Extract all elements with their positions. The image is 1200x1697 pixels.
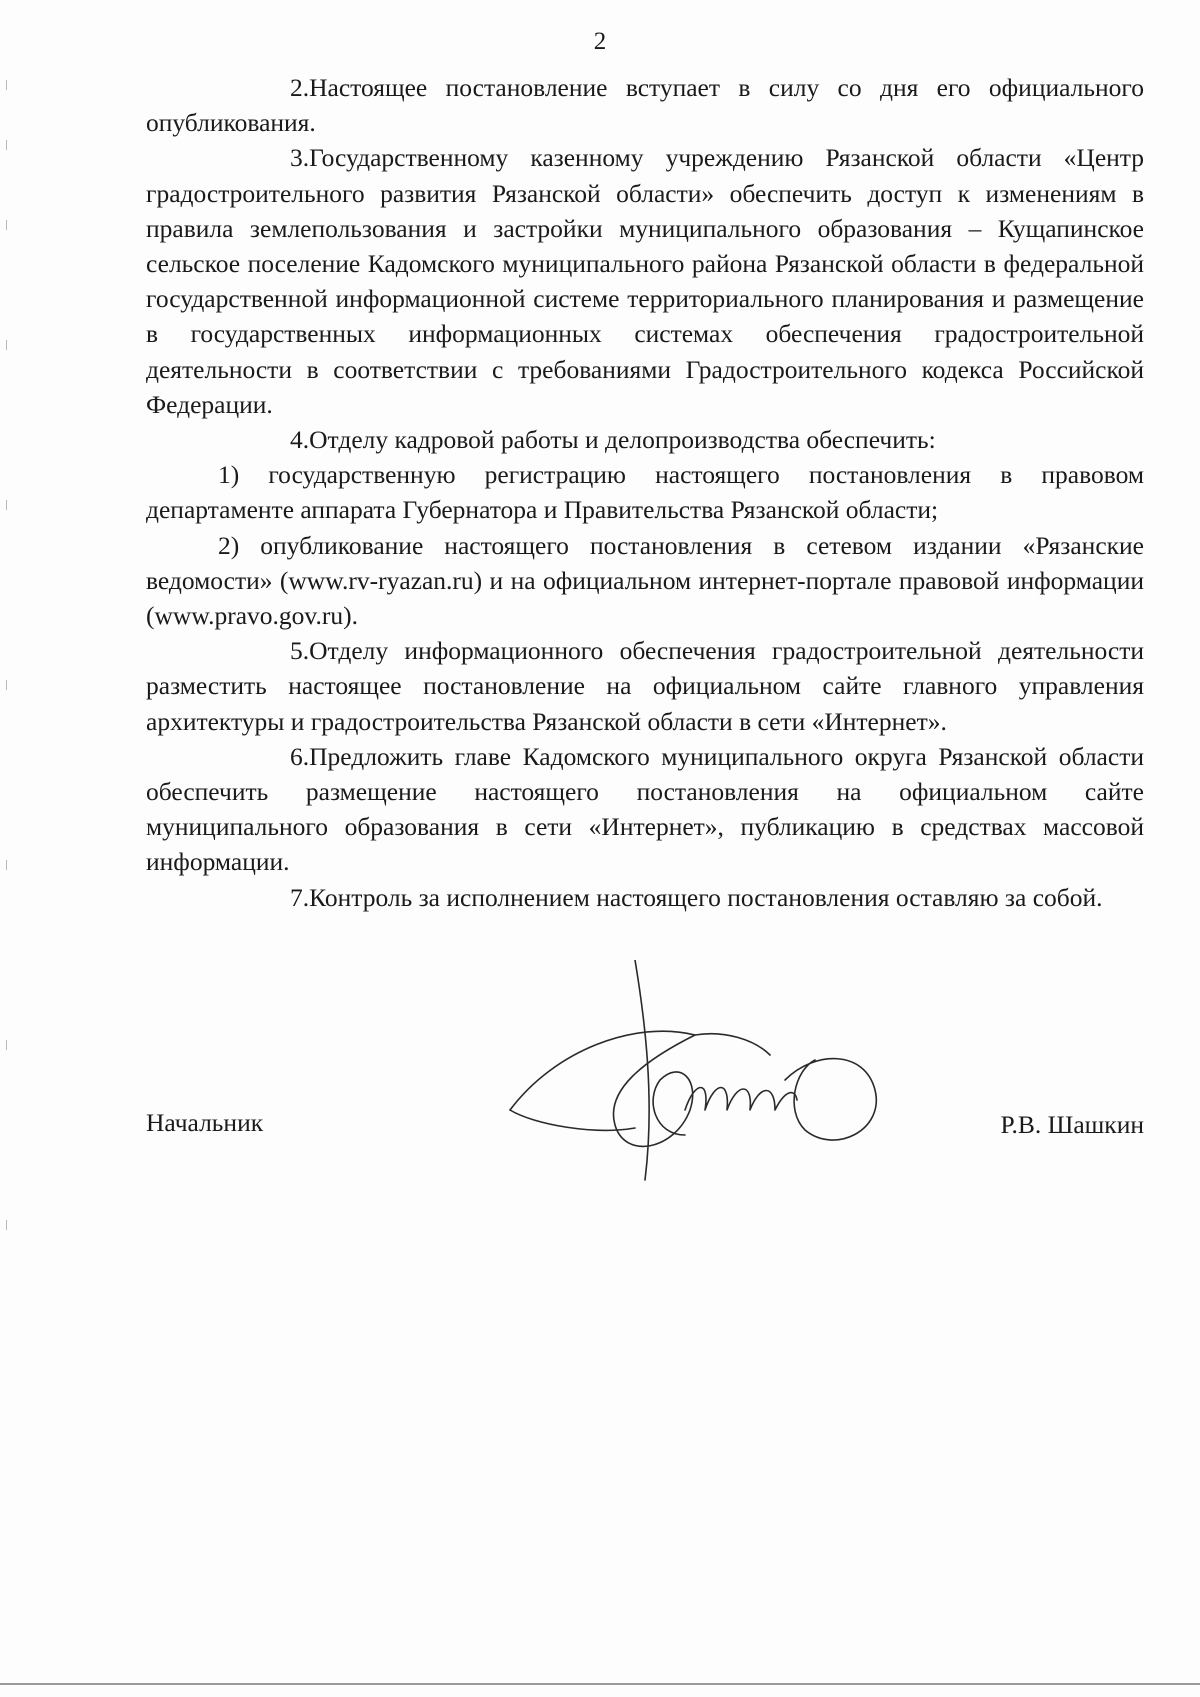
paragraph-number: 6.	[290, 741, 310, 771]
paragraph-text: Настоящее постановление вступает в силу со дня его официального опубликования.	[146, 73, 1144, 138]
paragraph-text: 1) государственную регистрацию настоящего постановления в правовом департаменте аппарата Губернатора и Правительства Рязанской области;	[146, 460, 1144, 525]
paragraph-text: Государственному казенному учреждению Рязанской области «Центр градостроительного развития Рязанской области» обеспечить доступ к изменениям в правила землепользования и застройки муниципального образования – Кущапинское сельское поселение Кадомского муниципального района Рязанской области в федеральной государственной информационной системе территориального планирования и размещение в государственных информационных системах обеспечения градостроительной деятельности в соответствии с требованиями Градостроительного кодекса Российской Федерации.	[146, 143, 1144, 419]
paragraph-3	[146, 140, 1144, 422]
paragraph-text: 2) опубликование настоящего постановления в сетевом издании «Рязанские ведомости» (www.rv-ryazan.ru) и на официальном интернет-портале правовой информации (www.pravo.gov.ru).	[146, 530, 1144, 631]
paragraph-4	[146, 422, 1144, 457]
document-body	[146, 70, 1144, 915]
paragraph-number: 2.	[290, 73, 310, 102]
paragraph-number: 5.	[290, 636, 310, 666]
signer-title: Начальник	[146, 1108, 264, 1137]
signature-block	[146, 1108, 1144, 1148]
handwritten-signature	[495, 960, 915, 1200]
paragraph-2	[146, 70, 1144, 140]
paragraph-text: Отделу информационного обеспечения градостроительной деятельности разместить настоящее постановление на официальном сайте главного управления архитектуры и градостроительства Рязанской области в сети «Интернет».	[146, 636, 1144, 736]
page-number: 2	[593, 28, 607, 55]
paragraph-text: Отделу кадровой работы и делопроизводства обеспечить:	[309, 425, 936, 455]
scan-edge-line	[0, 1683, 1200, 1685]
subparagraph-4-2	[146, 528, 1144, 634]
scan-margin-marks	[6, 80, 8, 1280]
subparagraph-4-1	[146, 457, 1144, 527]
paragraph-number: 4.	[290, 425, 310, 455]
paragraph-6	[146, 739, 1144, 880]
paragraph-text: Контроль за исполнением настоящего постановления оставляю за собой.	[309, 882, 1103, 912]
paragraph-number: 3.	[290, 143, 310, 173]
signer-name: Р.В. Шашкин	[1000, 1110, 1144, 1139]
paragraph-7	[146, 880, 1144, 915]
paragraph-number: 7.	[290, 882, 310, 912]
paragraph-5	[146, 633, 1144, 739]
paragraph-text: Предложить главе Кадомского муниципального округа Рязанской области обеспечить размещение настоящего постановления на официальном сайте муниципального образования в сети «Интернет», публикацию в средствах массовой информации.	[146, 741, 1144, 877]
